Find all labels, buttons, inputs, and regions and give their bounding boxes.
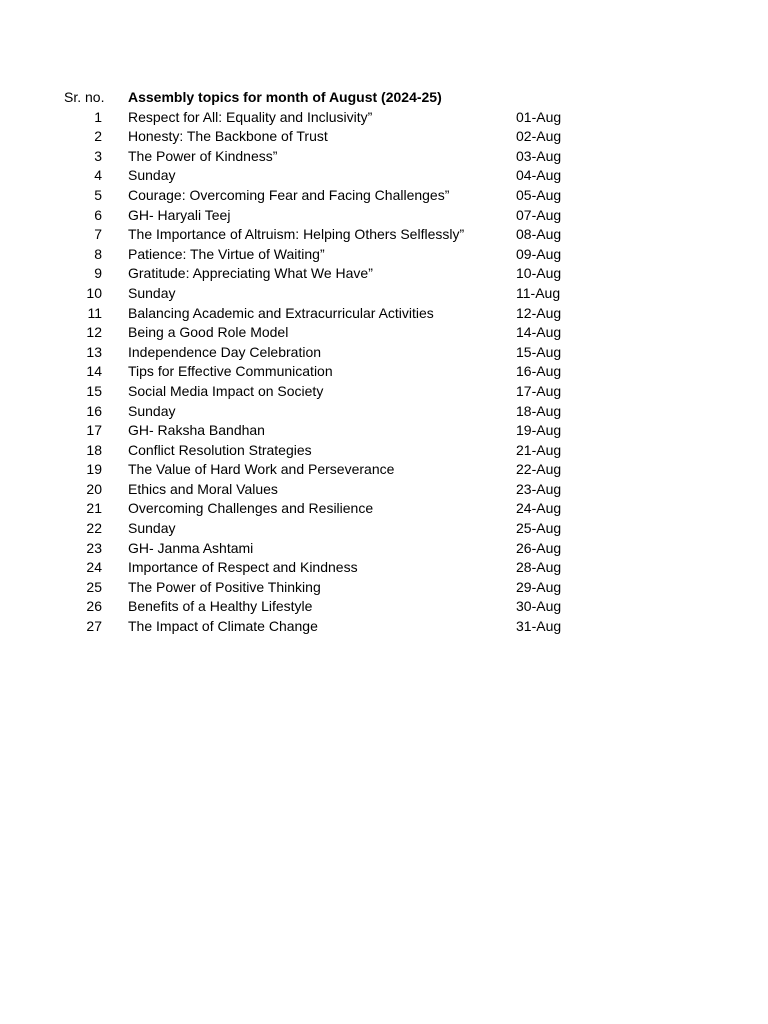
sr-no-cell: 14 <box>86 363 102 380</box>
sr-no-cell: 20 <box>86 480 102 497</box>
date-cell: 24-Aug <box>516 500 562 517</box>
topic-cell: Importance of Respect and Kindness <box>128 559 358 576</box>
topic-cell: Gratitude: Appreciating What We Have” <box>128 265 373 282</box>
table-row <box>0 382 768 402</box>
sr-no-cell: 6 <box>94 206 102 223</box>
table-row <box>0 617 768 637</box>
topic-cell: Sunday <box>128 402 176 419</box>
table-row <box>0 421 768 441</box>
sr-no-cell: 5 <box>94 186 102 203</box>
table-row <box>0 539 768 559</box>
date-cell: 16-Aug <box>516 363 562 380</box>
sr-no-cell: 27 <box>86 618 102 635</box>
table-row <box>0 402 768 422</box>
assembly-topics-sheet <box>0 88 768 637</box>
sr-no-header: Sr. no. <box>64 89 105 105</box>
sr-no-cell: 22 <box>86 520 102 537</box>
sheet-title: Assembly topics for month of August (2024-25) <box>128 89 442 105</box>
date-cell: 21-Aug <box>516 441 562 458</box>
table-row <box>0 343 768 363</box>
table-row <box>0 362 768 382</box>
topic-cell: Honesty: The Backbone of Trust <box>128 128 328 145</box>
date-cell: 04-Aug <box>516 167 562 184</box>
table-row <box>0 166 768 186</box>
date-cell: 03-Aug <box>516 147 562 164</box>
date-cell: 08-Aug <box>516 226 562 243</box>
table-row <box>0 499 768 519</box>
table-row <box>0 264 768 284</box>
sr-no-cell: 3 <box>94 147 102 164</box>
topic-cell: Sunday <box>128 520 176 537</box>
sr-no-cell: 17 <box>86 422 102 439</box>
table-row <box>0 597 768 617</box>
date-cell: 31-Aug <box>516 618 562 635</box>
date-cell: 10-Aug <box>516 265 562 282</box>
table-row <box>0 127 768 147</box>
date-cell: 11-Aug <box>516 284 561 301</box>
topic-cell: Sunday <box>128 167 176 184</box>
date-cell: 19-Aug <box>516 422 562 439</box>
topic-cell: Ethics and Moral Values <box>128 480 278 497</box>
topic-cell: Benefits of a Healthy Lifestyle <box>128 598 313 615</box>
date-cell: 23-Aug <box>516 480 562 497</box>
date-cell: 30-Aug <box>516 598 562 615</box>
topic-cell: Patience: The Virtue of Waiting” <box>128 245 325 262</box>
table-row <box>0 284 768 304</box>
table-row <box>0 441 768 461</box>
sr-no-cell: 16 <box>86 402 102 419</box>
sr-no-cell: 10 <box>86 284 102 301</box>
topic-cell: Being a Good Role Model <box>128 324 289 341</box>
date-cell: 12-Aug <box>516 304 562 321</box>
date-cell: 18-Aug <box>516 402 562 419</box>
date-cell: 26-Aug <box>516 539 562 556</box>
sr-no-cell: 1 <box>94 108 102 125</box>
sr-no-cell: 7 <box>94 226 102 243</box>
date-cell: 29-Aug <box>516 578 562 595</box>
sr-no-cell: 21 <box>86 500 102 517</box>
table-row <box>0 206 768 226</box>
topic-cell: GH- Haryali Teej <box>128 206 231 223</box>
topic-cell: Social Media Impact on Society <box>128 382 324 399</box>
table-row <box>0 304 768 324</box>
sr-no-cell: 19 <box>86 461 102 478</box>
topic-cell: The Power of Positive Thinking <box>128 578 321 595</box>
topic-cell: The Power of Kindness” <box>128 147 278 164</box>
sr-no-cell: 25 <box>86 578 102 595</box>
topic-cell: Independence Day Celebration <box>128 343 322 360</box>
sr-no-cell: 26 <box>86 598 102 615</box>
table-row <box>0 245 768 265</box>
date-cell: 28-Aug <box>516 559 562 576</box>
table-row <box>0 578 768 598</box>
topic-cell: GH- Raksha Bandhan <box>128 422 265 439</box>
sr-no-cell: 18 <box>86 441 102 458</box>
table-row <box>0 519 768 539</box>
sr-no-cell: 13 <box>86 343 102 360</box>
date-cell: 07-Aug <box>516 206 562 223</box>
table-row <box>0 558 768 578</box>
table-row <box>0 186 768 206</box>
topic-cell: The Importance of Altruism: Helping Others Selflessly” <box>128 226 465 243</box>
topic-cell: Overcoming Challenges and Resilience <box>128 500 374 517</box>
date-cell: 22-Aug <box>516 461 562 478</box>
date-cell: 09-Aug <box>516 245 562 262</box>
sr-no-cell: 4 <box>94 167 102 184</box>
table-row <box>0 460 768 480</box>
topic-cell: Balancing Academic and Extracurricular Activities <box>128 304 434 321</box>
table-row <box>0 480 768 500</box>
date-cell: 05-Aug <box>516 186 562 203</box>
topic-cell: Respect for All: Equality and Inclusivity” <box>128 108 373 125</box>
topic-cell: Conflict Resolution Strategies <box>128 441 312 458</box>
topic-cell: Sunday <box>128 284 176 301</box>
table-row <box>0 225 768 245</box>
topic-cell: GH- Janma Ashtami <box>128 539 254 556</box>
date-cell: 02-Aug <box>516 128 562 145</box>
sr-no-cell: 8 <box>94 245 102 262</box>
sr-no-cell: 2 <box>94 128 102 145</box>
topic-cell: Courage: Overcoming Fear and Facing Challenges” <box>128 186 450 203</box>
date-cell: 15-Aug <box>516 343 562 360</box>
date-cell: 17-Aug <box>516 382 562 399</box>
table-row <box>0 323 768 343</box>
table-row <box>0 108 768 128</box>
date-cell: 01-Aug <box>516 108 562 125</box>
sr-no-cell: 9 <box>94 265 102 282</box>
sr-no-cell: 24 <box>86 559 102 576</box>
sr-no-cell: 23 <box>86 539 102 556</box>
header-row <box>0 88 768 108</box>
date-cell: 14-Aug <box>516 324 562 341</box>
sr-no-cell: 12 <box>86 324 102 341</box>
sr-no-cell: 15 <box>86 382 102 399</box>
topic-rows <box>0 108 768 637</box>
sr-no-cell: 11 <box>87 304 102 321</box>
topic-cell: The Value of Hard Work and Perseverance <box>128 461 395 478</box>
topic-cell: Tips for Effective Communication <box>128 363 333 380</box>
table-row <box>0 147 768 167</box>
date-cell: 25-Aug <box>516 520 562 537</box>
topic-cell: The Impact of Climate Change <box>128 618 318 635</box>
